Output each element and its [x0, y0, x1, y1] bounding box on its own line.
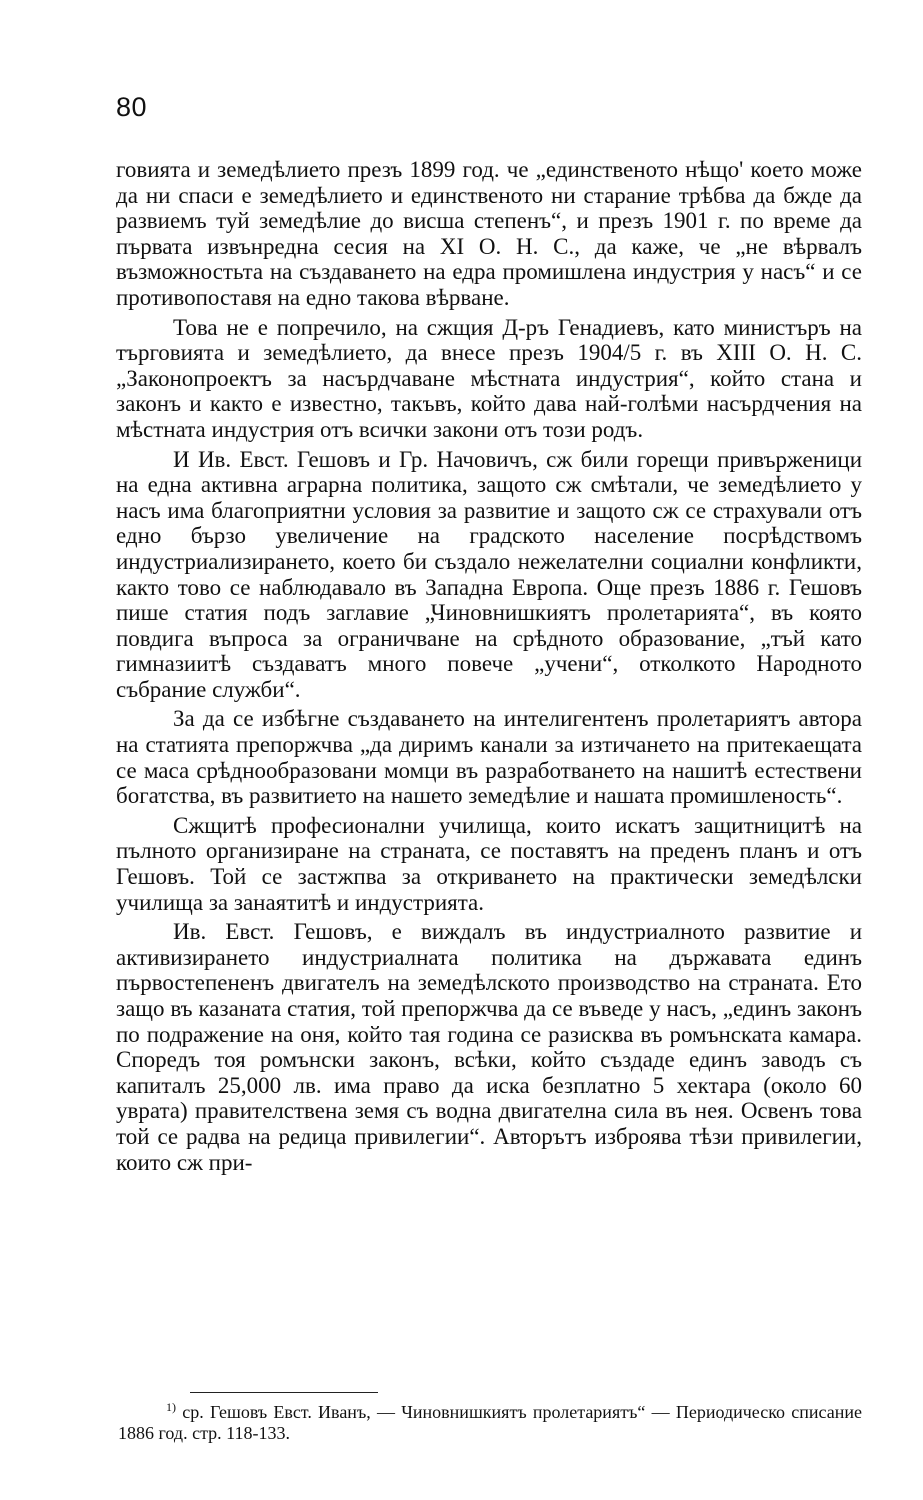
- footnote-marker: 1): [166, 1400, 176, 1414]
- paragraph: За да се избѣгне създаването на интелигентенъ пролетариятъ автора на статията препоржчва „да диримъ канали за изтичането на притекаещата се маса срѣднообразовани момци въ разработването на нашитѣ естествени богатства, въ развитието на нашето земедѣлие и нашата промишленость“.: [116, 706, 862, 809]
- footnote: [118, 1402, 862, 1444]
- paragraph: говията и земедѣлието презъ 1899 год. че „единственото нѣщо' което може да ни спаси е земедѣлието и единственото ни старание трѣбва да бжде да развиемъ туй земедѣлие до висша степенъ“, и презъ 1901 г. по време да първата извънредна сесия на XI О. Н. С., да каже, че „не вѣрвалъ възможностьта на създаването на едра промишлена индустрия у насъ“ и се противопоставя на едно такова вѣрване.: [116, 157, 862, 310]
- body-text: [116, 157, 862, 1179]
- paragraph: Сжщитѣ професионални училища, които искатъ защитницитѣ на пълното организиране на страната, се поставятъ на преденъ планъ и отъ Гешовъ. Той се застжпва за откриването на практически земедѣлски училища за занаятитѣ и индустрията.: [116, 812, 862, 915]
- paragraph: И Ив. Евст. Гешовъ и Гр. Начовичъ, сж били горещи привърженици на една активна аграрна политика, защото сж смѣтали, че земедѣлието у насъ има благоприятни условия за развитие и защото сж се страхували отъ едно бързо увеличение на градското население посрѣдствомъ индустриализирането, което би създало нежелателни социални конфликти, както тово се наблюдавало въ Западна Европа. Още презъ 1886 г. Гешовъ пише статия подъ заглавие „Чиновнишкиятъ пролетарията“, въ която повдига въпроса за ограничване на срѣдното образование, „тъй като гимназиитѣ създаватъ много повече „учени“, отколкото Народното събрание служби“.: [116, 446, 862, 702]
- paragraph: Това не е попречило, на сжщия Д-ръ Генадиевъ, като министъръ на търговията и земедѣлието, да внесе презъ 1904/5 г. въ XIII О. Н. С. „Законопроектъ за насърдчаване мѣстната индустрия“, който стана и законъ и както е известно, такъвъ, който дава най-голѣми насърдчения на мѣстната индустрия отъ всички закони отъ този родъ.: [116, 314, 862, 442]
- footnote-divider: [190, 1392, 378, 1393]
- page-number: 80: [116, 92, 148, 122]
- footnote-text: ср. Гешовъ Евст. Иванъ, — Чиновнишкиятъ пролетариятъ“ — Периодическо списание 1886 год. стр. 118-133.: [118, 1402, 862, 1443]
- paragraph: Ив. Евст. Гешовъ, е виждалъ въ индустриалното развитие и активизирането индустриалната политика на държавата единъ първостепененъ двигателъ на земедѣлското производство на страната. Ето защо въ казаната статия, той препоржчва да се въведе у насъ, „единъ законъ по подражение на оня, който тая година се разисква въ ромънската камара. Споредъ тоя ромънски законъ, всѣки, който създаде единъ заводъ съ капиталъ 25,000 лв. има право да иска безплатно 5 хектара (около 60 уврата) правителствена земя съ водна двигателна сила въ нея. Освенъ това той се радва на редица привилегии“. Авторътъ изброява тѣзи привилегии, които сж при-: [116, 919, 862, 1175]
